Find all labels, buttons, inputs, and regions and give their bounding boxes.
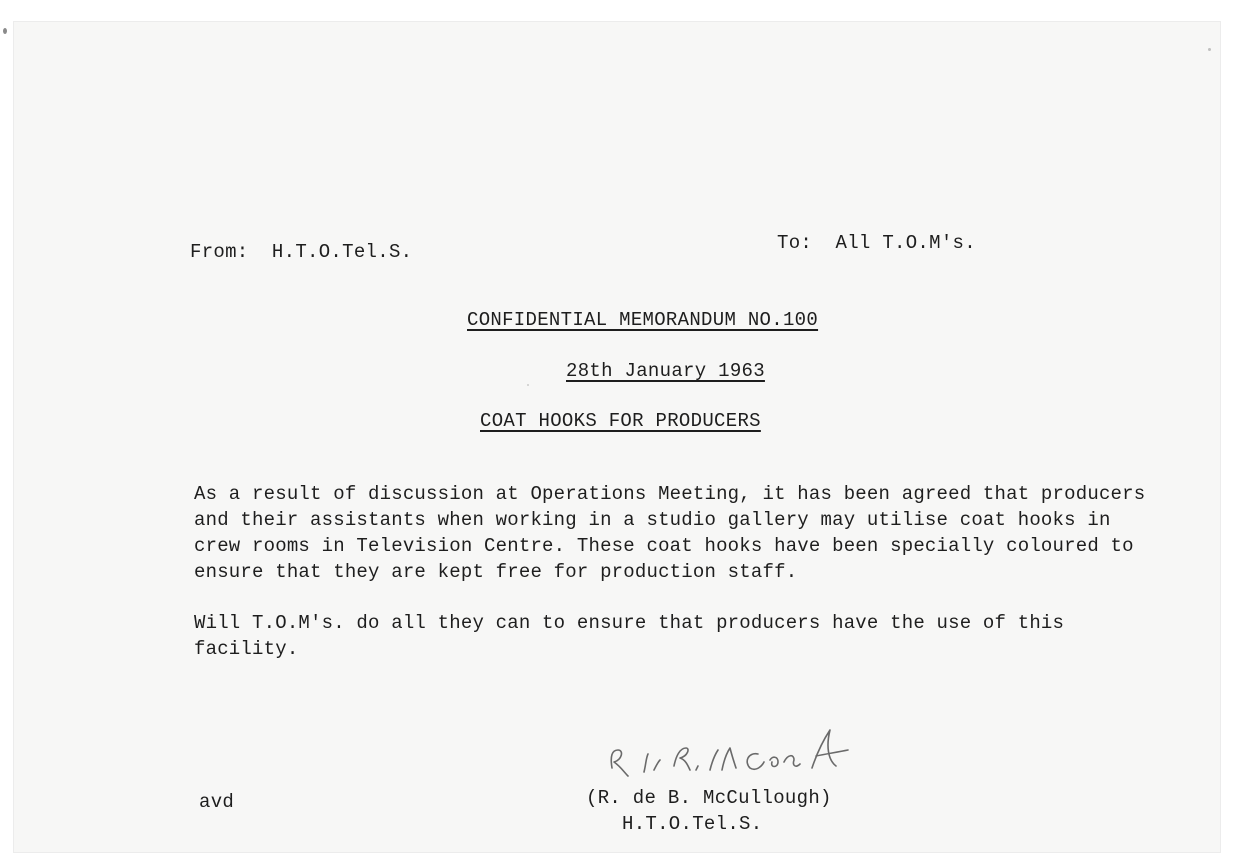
paper-speck [527,384,529,386]
memo-subject: COAT HOOKS FOR PRODUCERS [480,410,761,432]
memo-date: 28th January 1963 [566,360,765,382]
signatory-name: (R. de B. McCullough) [586,787,832,809]
from-line [190,241,412,263]
paper-speck [1208,48,1211,51]
body-paragraph-2: Will T.O.M's. do all they can to ensure that producers have the use of this facility. [194,612,1065,660]
to-line [777,232,976,254]
body-paragraph-1: As a result of discussion at Operations Meeting, it has been agreed that producers and their assistants when working in a studio gallery may utilise coat hooks in crew rooms in Television Centre. These coat hooks have been specially coloured to ensure that they are kept free for production staff. [194,483,1146,583]
handwritten-signature [600,716,870,786]
from-label: From: [190,241,249,263]
paper-speck [3,28,7,34]
signatory-title: H.T.O.Tel.S. [622,813,763,835]
to-label: To: [777,232,813,254]
reference-initials: avd [199,791,235,813]
to-value: All T.O.M's. [835,232,976,254]
from-value: H.T.O.Tel.S. [271,241,413,263]
memo-title: CONFIDENTIAL MEMORANDUM NO.100 [467,309,819,331]
